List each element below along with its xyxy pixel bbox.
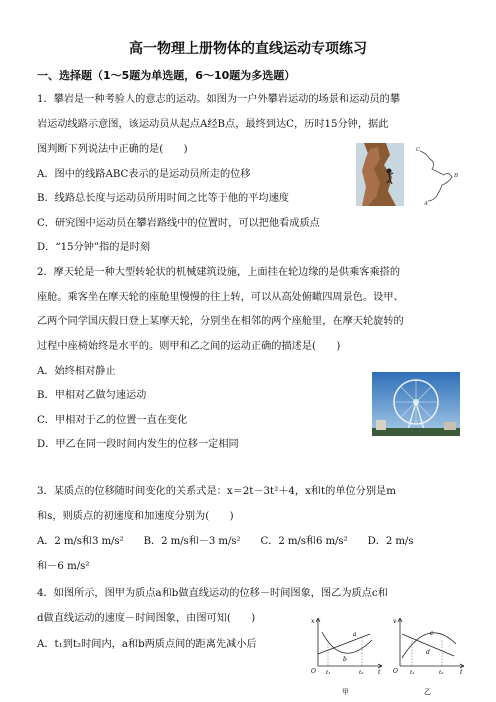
graph-jia-label-a: a [353,631,357,638]
graph-yi-arrows [398,618,464,668]
q4-option-a: A．t₁到t₂时间内，a和b两质点间的距离先减小后 [37,639,257,650]
q4-stem-line2: d做直线运动的速度－时间图象，由图可知( ) [37,613,256,624]
graph-yi-t1: t₁ [410,670,415,676]
ferris-wheel-photo [372,372,460,436]
q1-option-a: A．图中的线路ABC表示的是运动员所走的位移 [37,169,251,180]
climber [387,169,392,174]
q2-stem-line3: 乙两个同学国庆假日登上某摩天轮，分别坐在相邻的两个座舱里，在摩天轮旋转的 [37,316,404,327]
photo-building [444,422,456,430]
q2-stem-line2: 座舱。乘客坐在摩天轮的座舱里慢慢的往上转，可以从高处俯瞰四周景色。设甲、 [37,292,404,303]
q1-option-c: C．研究图中运动员在攀岩路线中的位置时，可以把他看成质点 [37,218,320,229]
q2-stem-line4: 过程中座椅始终是水平的。则甲和乙之间的运动正确的描述是( ) [37,341,341,352]
graph-jia [308,614,386,700]
q1-stem-line1: 1．攀岩是一种考验人的意志的运动。如图为一户外攀岩运动的场景和运动员的攀 [37,94,401,105]
q1-option-d: D．“15分钟”指的是时刻 [37,242,151,253]
q1-option-b: B．线路总长度与运动员所用时间之比等于他的平均速度 [37,193,289,204]
q2-option-c: C．甲相对于乙的位置一直在变化 [37,415,188,426]
route-label-c: C [416,147,421,153]
graph-yi-ylabel: v [393,618,397,625]
graph-yi-xlabel: t [460,669,463,676]
photo-building [376,420,386,430]
q2-stem-line1: 2．摩天轮是一种大型转轮状的机械建筑设施，上面挂在轮边缘的是供乘客乘搭的 [37,267,401,278]
q2-option-d: D．甲乙在同一段时间内发生的位移一定相同 [37,439,239,450]
graph-jia-label-b: b [343,656,347,663]
graph-yi-label-c: c [430,630,434,637]
graph-jia-origin: O [311,668,316,675]
q2-option-a: A．始终相对静止 [37,366,116,377]
route-label-a: A [424,201,428,206]
graph-yi-t2: t₂ [439,670,444,676]
graph-yi [390,614,468,700]
q3-stem-line1: 3．某质点的位移随时间变化的关系式是：x＝2t－3t²＋4，x和t的单位分别是m [37,486,396,497]
graph-jia-t2: t₂ [359,670,364,676]
climbing-figure [356,143,466,206]
section-heading: 一、选择题（1～5题为单选题，6～10题为多选题） [37,69,296,82]
page-title: 高一物理上册物体的直线运动专项练习 [129,41,367,57]
graph-jia-xlabel: t [378,669,381,676]
q3-options: A．2 m/s和3 m/s² B．2 m/s和－3 m/s² C．2 m/s和6 m/s² D．2 m/s [37,536,414,547]
q2-option-b: B．甲相对乙做匀速运动 [37,390,147,401]
graph-jia-t1: t₁ [326,670,331,676]
route-label-b: B [454,173,459,179]
route-path [420,151,452,201]
q1-stem-line2: 岩运动线路示意图，该运动员从起点A经B点，最终到达C，历时15分钟，据此 [37,119,389,130]
q3-options-cont: 和－6 m/s² [37,561,90,572]
graph-yi-caption: 乙 [424,688,431,696]
graph-yi-origin: O [393,668,398,675]
graph-jia-ylabel: x [311,618,315,625]
graph-jia-arrows [316,618,382,668]
graph-yi-label-d: d [426,649,430,656]
q3-stem-line2: 和s，则质点的初速度和加速度分别为( ) [37,511,234,522]
q4-stem-line1: 4．如图所示，图甲为质点a和b做直线运动的位移－时间图象，图乙为质点c和 [37,588,388,599]
graph-jia-caption: 甲 [342,688,349,696]
q1-stem-line3: 图判断下列说法中正确的是( ) [37,144,188,155]
